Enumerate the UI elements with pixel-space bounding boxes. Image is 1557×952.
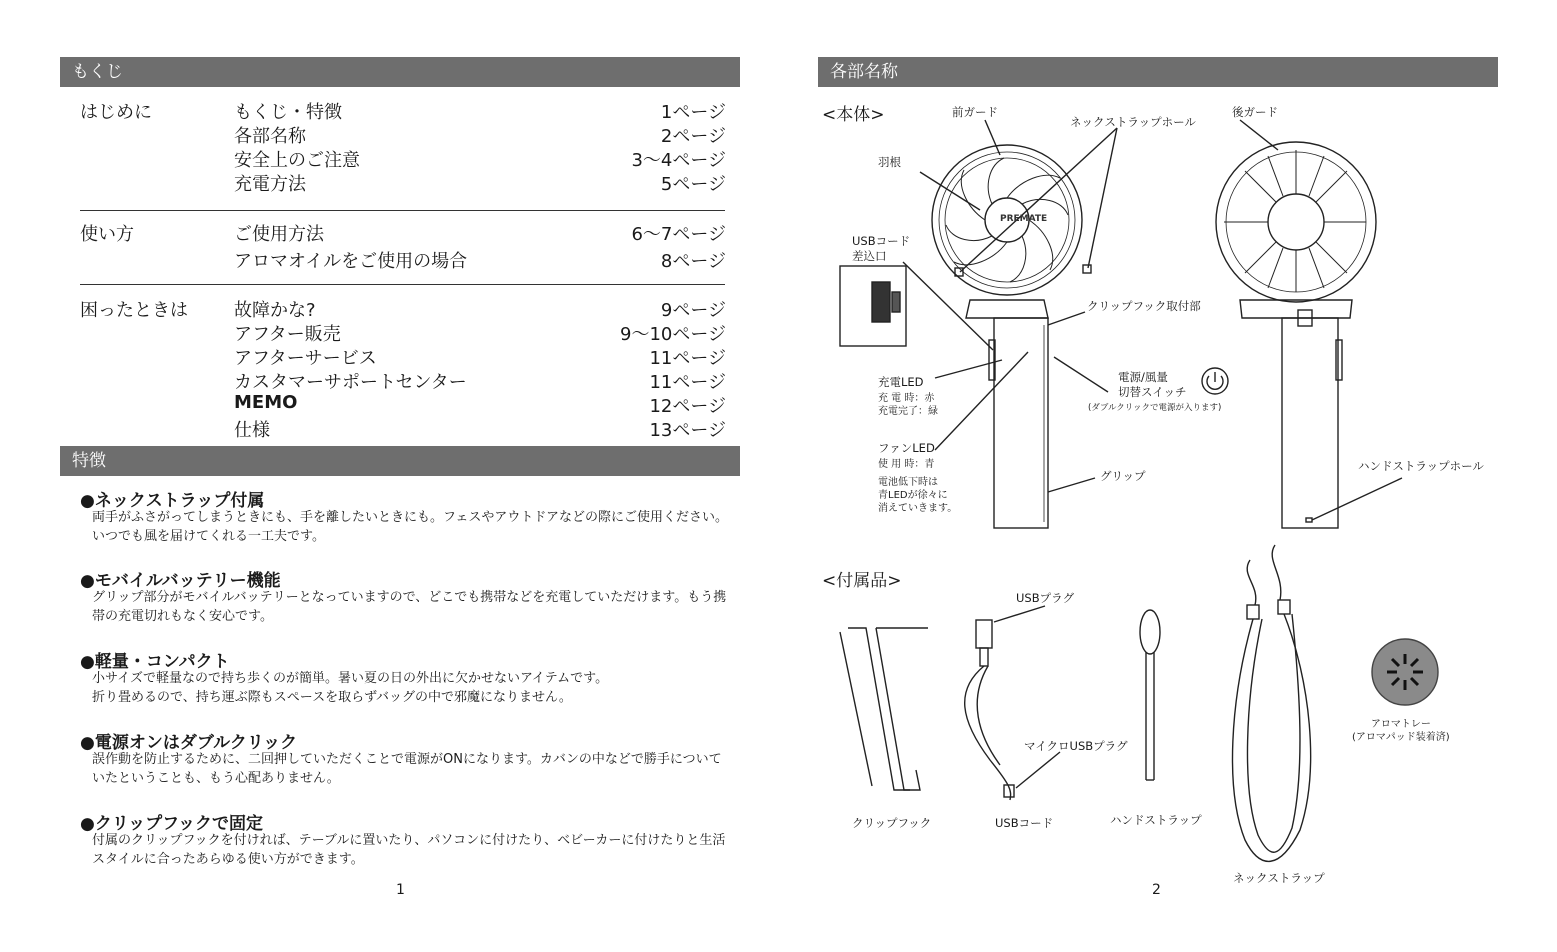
label-micro-usb-plug: マイクロUSBプラグ [1024, 739, 1128, 753]
toc-item-title[interactable]: カスタマーサポートセンター [234, 372, 467, 393]
neck-strap-illustration [1233, 545, 1311, 861]
body-section-label: <本体> [822, 105, 885, 125]
toc-item-title[interactable]: 安全上のご注意 [234, 150, 360, 171]
toc-item-page: 12ページ [649, 396, 726, 417]
toc-item-title[interactable]: アフター販売 [234, 324, 341, 345]
toc-category: 困ったときは [80, 300, 188, 321]
brand-logo: PREMATE [1000, 214, 1048, 224]
label-charge-led-detail: 充 電 時：赤 充電完了：緑 [878, 393, 938, 417]
label-usb-cord: USBコード [995, 816, 1054, 830]
power-icon [1202, 368, 1228, 394]
feature-body: 誤作動を防止するために、二回押していただくことで電源がONになります。カバンの中などで勝手についていたということも、もう心配ありません。 [92, 752, 722, 786]
toc-item-page: 9ページ [660, 300, 726, 321]
feature-title: ●モバイルバッテリー機能 [80, 571, 281, 591]
label-aroma-tray: アロマトレー (アロマパッド装着済) [1352, 719, 1450, 743]
toc-item-title[interactable]: 各部名称 [234, 126, 306, 147]
label-blade: 羽根 [878, 155, 901, 169]
toc-item-title[interactable]: MEMO [234, 392, 298, 413]
accessories-section-label: <付属品> [822, 571, 902, 591]
label-usb-port: USBコード 差込口 [852, 234, 911, 263]
toc-item-title[interactable]: 充電方法 [234, 174, 306, 195]
feature-body: 両手がふさがってしまうときにも、手を離したいときにも。フェスやアウトドアなどの際にご使用ください。いつでも風を届けてくれる一工夫です。 [92, 510, 728, 544]
label-neck-strap: ネックストラップ [1233, 871, 1325, 885]
label-charge-led: 充電LED [878, 375, 924, 389]
toc-item-page: 3〜4ページ [631, 150, 726, 171]
label-fan-led-detail: 使 用 時：青 [878, 459, 935, 470]
toc-item-title[interactable]: もくじ・特徴 [234, 102, 342, 123]
features-header: 特徴 [72, 451, 106, 471]
toc-item-page: 6〜7ページ [631, 224, 726, 245]
feature-body: グリップ部分がモバイルバッテリーとなっていますので、どこでも携帯などを充電していただけます。もう携帯の充電切れもなく安心です。 [92, 590, 727, 624]
label-usb-plug: USBプラグ [1016, 591, 1075, 605]
label-neck-strap-hole: ネックストラップホール [1070, 115, 1196, 129]
feature-title: ●軽量・コンパクト [80, 652, 230, 672]
toc-item-page: 13ページ [649, 420, 726, 441]
usb-port-inset [840, 266, 906, 346]
label-power-switch: 電源/風量 切替スイッチ [1118, 370, 1187, 399]
label-hand-strap-hole: ハンドストラップホール [1358, 459, 1484, 473]
toc-item-page: 9〜10ページ [620, 324, 726, 345]
toc-category: はじめに [80, 102, 152, 123]
page-number-right: 2 [1152, 882, 1161, 898]
toc-item-title[interactable]: 仕様 [234, 420, 270, 441]
toc-item-page: 11ページ [649, 372, 726, 393]
label-hand-strap: ハンドストラップ [1110, 813, 1202, 827]
label-clip-hook-mount: クリップフック取付部 [1087, 299, 1201, 313]
hand-strap-illustration [1140, 610, 1160, 780]
toc-item-title[interactable]: ご使用方法 [234, 224, 324, 245]
clip-hook-illustration [840, 628, 928, 790]
feature-title: ●クリップフックで固定 [80, 814, 263, 834]
toc-item-page: 11ページ [649, 348, 726, 369]
parts-header: 各部名称 [830, 62, 898, 82]
toc-item-page: 1ページ [660, 102, 726, 123]
toc-item-title[interactable]: アロマオイルをご使用の場合 [234, 251, 468, 272]
label-fan-led-note: 電池低下時は 青LEDが徐々に 消えていきます。 [878, 477, 958, 514]
toc-item-page: 5ページ [660, 174, 726, 195]
label-rear-guard: 後ガード [1232, 105, 1278, 119]
feature-title: ●ネックストラップ付属 [80, 491, 265, 511]
toc-item-title[interactable]: アフターサービス [234, 348, 377, 369]
label-clip-hook: クリップフック [852, 816, 932, 830]
toc-category: 使い方 [80, 224, 134, 245]
feature-body: 付属のクリップフックを付ければ、テーブルに置いたり、パソコンに付けたり、ベビーカーに付けたりと生活スタイルに合ったあらゆる使い方ができます。 [92, 833, 726, 867]
label-power-switch-note: (ダブルクリックで電源が入ります) [1088, 403, 1222, 413]
toc-item-page: 8ページ [660, 251, 726, 272]
page-number-left: 1 [396, 882, 405, 898]
label-grip: グリップ [1100, 469, 1146, 483]
label-front-guard: 前ガード [952, 105, 998, 119]
feature-body: 小サイズで軽量なので持ち歩くのが簡単。暑い夏の日の外出に欠かせないアイテムです。 折り畳めるので、持ち運ぶ際もスペースを取らずバッグの中で邪魔になりません。 [92, 671, 609, 705]
aroma-tray-illustration [1372, 639, 1438, 705]
front-fan-illustration [903, 120, 1117, 528]
toc-item-title[interactable]: 故障かな? [234, 300, 316, 321]
toc-header: もくじ [72, 62, 123, 82]
label-fan-led: ファンLED [878, 441, 935, 455]
usb-cord-illustration [965, 606, 1060, 800]
toc-item-page: 2ページ [660, 126, 726, 147]
feature-title: ●電源オンはダブルクリック [80, 733, 298, 753]
